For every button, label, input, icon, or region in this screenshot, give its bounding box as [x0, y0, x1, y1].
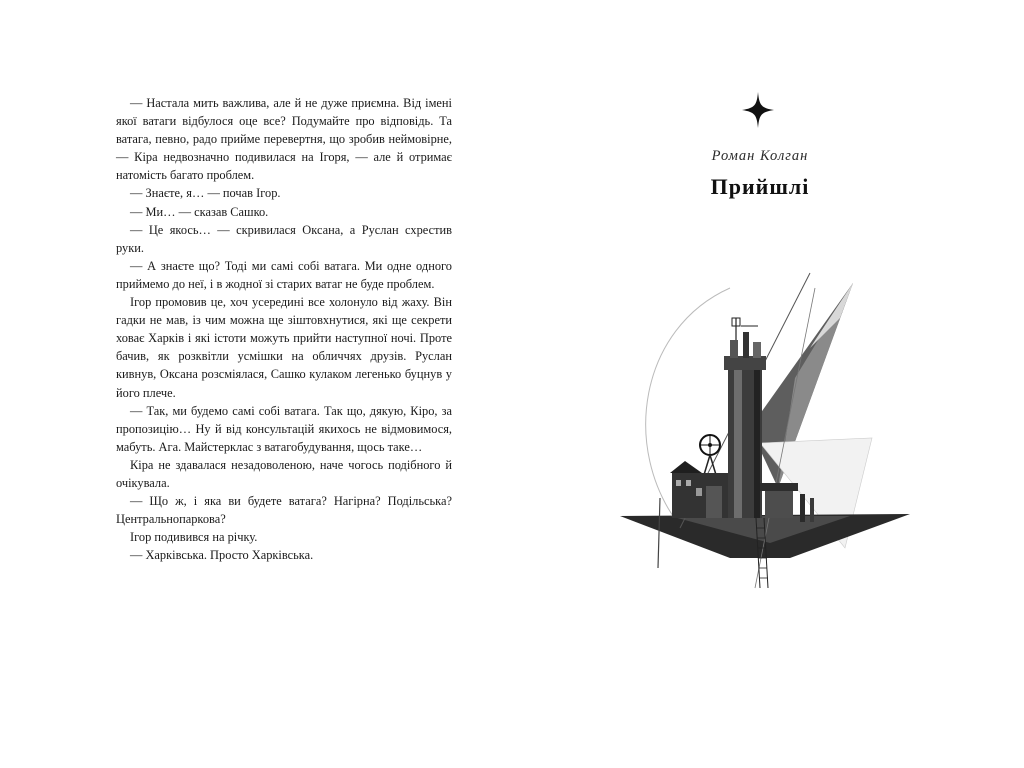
mine-tower-sketch-illustration	[610, 258, 925, 603]
four-point-star-icon	[742, 92, 774, 128]
paragraph: — А знаєте що? Тоді ми самі собі ватага. Ми одне одного приймемо до неї, і в жодної зі старих ватаг не буде проблем.	[116, 258, 452, 291]
book-author: Роман Колган	[711, 148, 809, 164]
paragraph: — Це якось… — скривилася Оксана, а Руслан схрестив руки.	[116, 222, 452, 255]
paragraph: Ігор промовив це, хоч усередині все холонуло від жаху. Він гадки не мав, із чим можна ще зіштовхнутися, які ще секрети ховає Харків і які істоти можуть прийти наступної ночі. Проте бачив, як розквітли усмішки на обличчях друзів. Руслан кивнув, Оксана розсміялася, Сашко кулаком легенько буцнув у його плече.	[116, 295, 452, 400]
paragraph: — Настала мить важлива, але й не дуже приємна. Від імені якої ватаги відбулося оце все? Подумайте про відповідь. Та ватага, певно, радо прийме перевертня, що зробив неймовірне, — Кіра недвозначно подивилася на Ігоря, — але й отримає натомість багато проблем.	[116, 96, 452, 183]
paragraph: — Ми… — сказав Сашко.	[130, 204, 269, 219]
paragraph: — Знаєте, я… — почав Ігор.	[130, 186, 281, 201]
left-page-text	[116, 94, 452, 564]
paragraph: Кіра не здавалася незадоволеною, наче чогось подібного й очікувала.	[116, 457, 452, 490]
paragraph: — Так, ми будемо самі собі ватага. Так що, дякую, Кіро, за пропозицію… Ну й від консультацій якихось не відмовимося, мабуть. Ага. Майстерклас з ватагобудування, щось таке…	[116, 403, 452, 454]
paragraph: — Що ж, і яка ви будете ватага? Нагірна? Подільська? Центральнопаркова?	[116, 494, 452, 527]
paragraph: Ігор подивився на річку.	[130, 530, 258, 545]
paragraph: — Харківська. Просто Харківська.	[130, 548, 314, 563]
right-page-title	[560, 0, 980, 768]
book-title: Прийшлі	[710, 174, 810, 199]
